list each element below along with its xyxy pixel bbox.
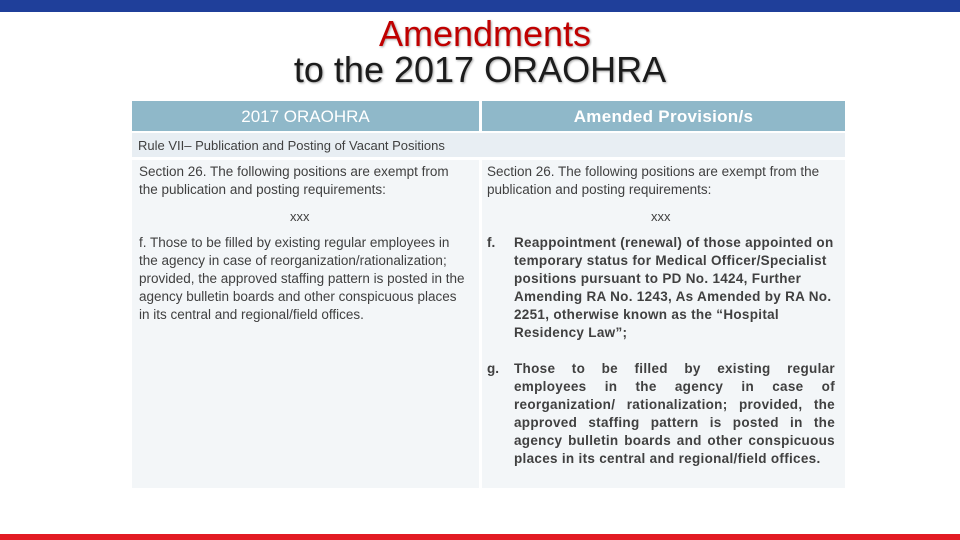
bottom-accent-bar [0, 534, 960, 540]
amended-item-g-marker: g. [487, 361, 499, 376]
title-line-2: to the 2017 ORAOHRA [293, 49, 667, 90]
amended-item-f-marker: f. [487, 235, 496, 250]
amended-item-f: Reappointment (renewal) of those appointed on temporary status for Medical Officer/Specialist positions pursuant to PD No. 1424, Further Amending RA No. 1243, As Amended by RA No. 2251, otherwise known as the “Hospital Residency Law”; [514, 235, 834, 340]
amended-section-text: Section 26. The following positions are exempt from the publication and posting requirements: [487, 164, 820, 197]
amended-xxx: xxx [651, 209, 671, 224]
original-xxx: xxx [290, 209, 310, 224]
top-accent-bar [0, 0, 960, 12]
amended-column [482, 160, 845, 488]
original-column [132, 160, 479, 488]
header-original: 2017 ORAOHRA [132, 101, 479, 131]
original-section-text: Section 26. The following positions are exempt from the publication and posting requirements: [139, 164, 449, 197]
amended-item-g: Those to be filled by existing regular employees in the agency in case of reorganization/ rationalization; provided, the approved staffing pattern is posted in the agency bulletin boards and other conspicuous places in its central and regional/field offices. [514, 361, 835, 466]
rule-row: Rule VII– Publication and Posting of Vacant Positions [132, 133, 845, 157]
header-amended: Amended Provision/s [482, 101, 845, 131]
original-item-f: f. Those to be filled by existing regular employees in the agency in case of reorganization/rationalization; provided, the approved staffing pattern is posted in the agency bulletin boards and other conspicuous places in its central and regional/field offices. [139, 235, 465, 322]
slide-title [0, 12, 960, 92]
comparison-table [132, 101, 845, 488]
title-line-1: Amendments [378, 13, 592, 54]
